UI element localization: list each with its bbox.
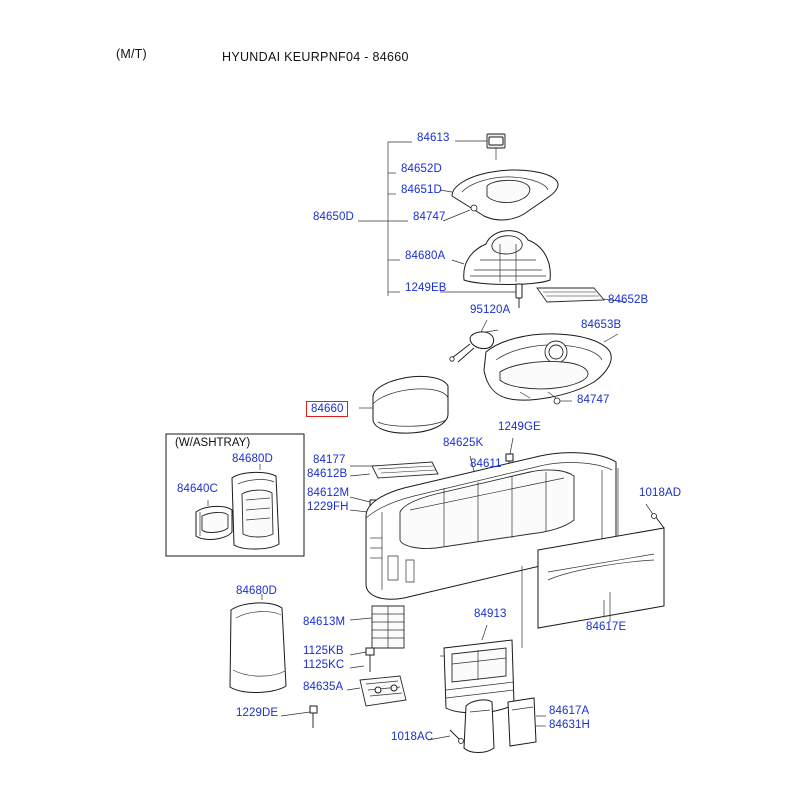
label-84613[interactable]: 84613: [417, 132, 450, 144]
inset-label-with-ashtray: (W/ASHTRAY): [175, 437, 251, 449]
label-1125KC[interactable]: 1125KC: [303, 659, 345, 671]
label-84612M[interactable]: 84612M: [307, 487, 350, 499]
label-1229FH[interactable]: 1229FH: [307, 501, 349, 513]
label-84612B[interactable]: 84612B: [307, 468, 348, 480]
label-84913[interactable]: 84913: [474, 608, 507, 620]
label-84625K[interactable]: 84625K: [443, 437, 484, 449]
label-84680D-inset[interactable]: 84680D: [232, 453, 273, 465]
label-84652D[interactable]: 84652D: [401, 163, 442, 175]
label-84680A[interactable]: 84680A: [405, 250, 446, 262]
label-95120A[interactable]: 95120A: [470, 304, 511, 316]
page-title: HYUNDAI KEURPNF04 - 84660: [222, 50, 409, 64]
label-1018AC[interactable]: 1018AC: [391, 731, 434, 743]
label-1125KB[interactable]: 1125KB: [303, 645, 344, 657]
label-1018AD[interactable]: 1018AD: [639, 487, 682, 499]
label-1249EB[interactable]: 1249EB: [405, 282, 447, 294]
label-84617A[interactable]: 84617A: [549, 705, 590, 717]
label-84747-upper[interactable]: 84747: [413, 211, 446, 223]
label-1229DE[interactable]: 1229DE: [236, 707, 279, 719]
label-84653B[interactable]: 84653B: [581, 319, 622, 331]
label-84650D[interactable]: 84650D: [313, 211, 354, 223]
label-84640C[interactable]: 84640C: [177, 483, 218, 495]
label-84177[interactable]: 84177: [313, 454, 346, 466]
label-84652B[interactable]: 84652B: [608, 294, 649, 306]
label-84680D-lower[interactable]: 84680D: [236, 585, 277, 597]
label-84613M[interactable]: 84613M: [303, 616, 346, 628]
label-84617E[interactable]: 84617E: [586, 621, 627, 633]
label-84631H[interactable]: 84631H: [549, 719, 590, 731]
label-84611[interactable]: 84611: [470, 458, 502, 470]
label-84747-lower[interactable]: 84747: [577, 394, 610, 406]
label-1249GE[interactable]: 1249GE: [498, 421, 541, 433]
label-84660-highlighted[interactable]: 84660: [306, 401, 348, 417]
label-84651D[interactable]: 84651D: [401, 184, 442, 196]
label-84635A[interactable]: 84635A: [303, 681, 344, 693]
transmission-label: (M/T): [116, 47, 147, 61]
